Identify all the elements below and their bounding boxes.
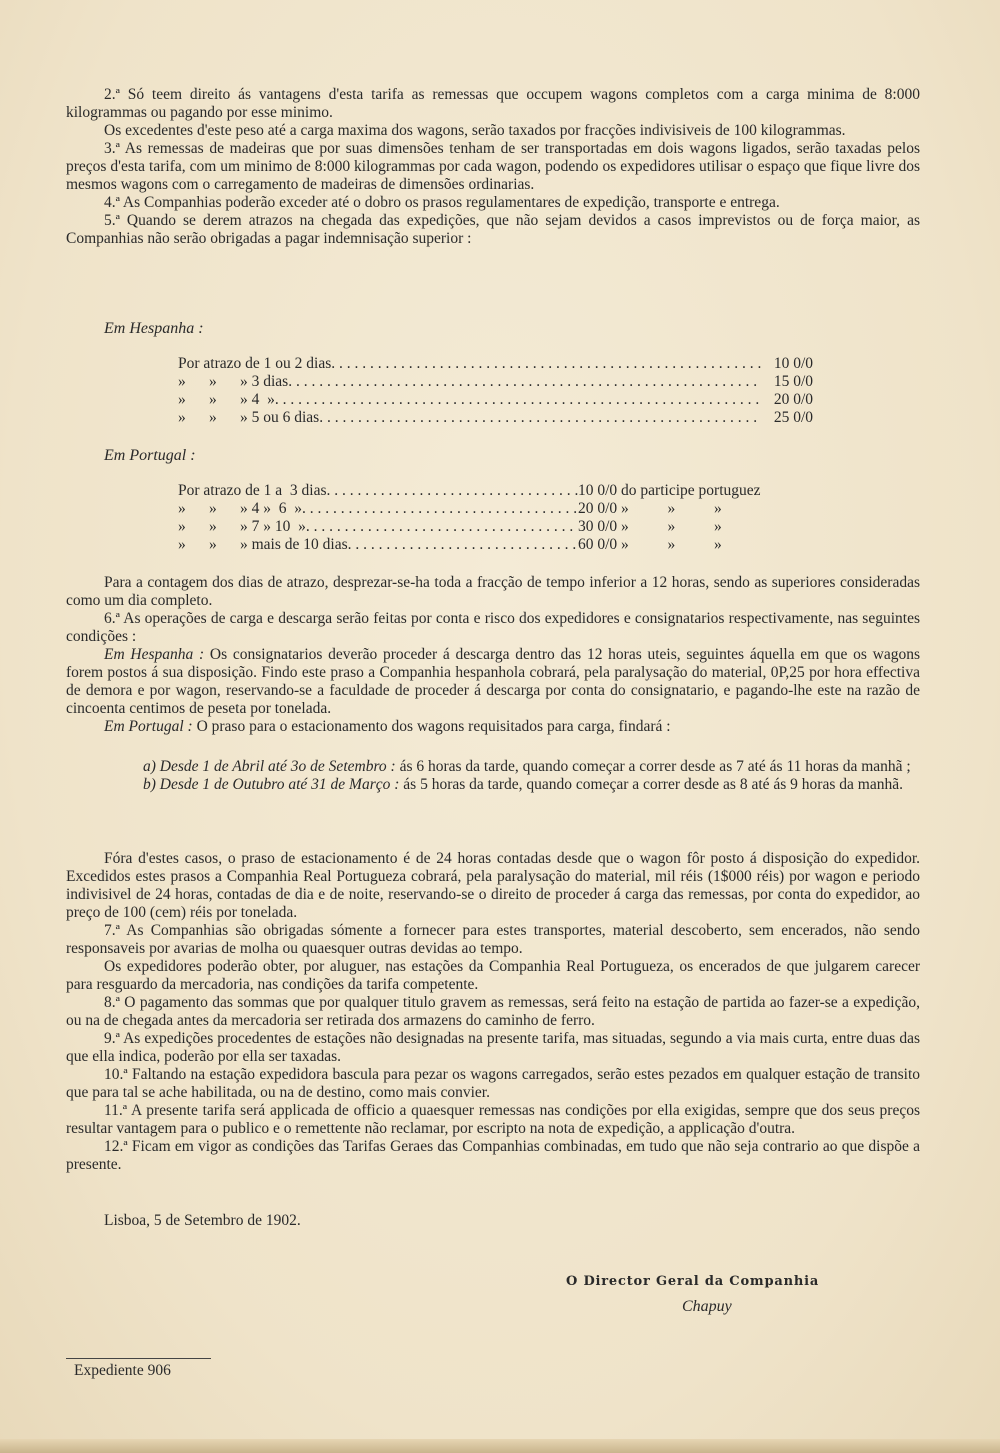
clause-11: 11.ª A presente tarifa será applicada de officio a quaesquer remessas nas condições por ella exigidas, sempre que dos seus preços resultar vantagem para o publico e o remettente não reclamar, por escripto na nota de expedição, a applicação d'outra. xyxy=(66,1102,920,1137)
portugal-table xyxy=(178,482,810,554)
page-edge xyxy=(0,1439,1000,1453)
portugal-row: » » » 4 » 6 » . . . 20 0/0 » » » xyxy=(178,500,810,518)
hespanha-table xyxy=(178,355,813,427)
condition-item-b: b) Desde 1 de Outubro até 31 de Março : ás 5 horas da tarde, quando começar a correr desde as 8 até ás 9 horas da manhã. xyxy=(143,776,903,793)
portugal-conditions: Em Portugal : O praso para o estacionamento dos wagons requisitados para carga, findará : xyxy=(104,718,671,735)
hespanha-heading: Em Hespanha : xyxy=(104,320,204,337)
portugal-row: Por atrazo de 1 a 3 dias . . . 10 0/0 do participe portuguez xyxy=(178,482,810,500)
footer-reference: Expediente 906 xyxy=(74,1362,171,1379)
clause-2: 2.ª Só teem direito ás vantagens d'esta tarifa as remessas que occupem wagons completos com a carga minima de 8:000 kilogrammas ou pagando por esse minimo. xyxy=(66,86,920,121)
condition-item-a: a) Desde 1 de Abril até 3o de Setembro : ás 6 horas da tarde, quando começar a correr desde as 7 até ás 11 horas da manhã ; xyxy=(143,758,911,775)
clause-2-excedentes: Os excedentes d'este peso até a carga maxima dos wagons, serão taxados por fracções indivisiveis de 100 kilogrammas. xyxy=(104,122,846,139)
signature-name: Chapuy xyxy=(682,1298,732,1315)
clause-5: 5.ª Quando se derem atrazos na chegada das expedições, que não sejam devidos a casos imprevistos ou de força maior, as Companhias não serão obrigadas a pagar indemnisação superior : xyxy=(66,212,920,247)
clause-4: 4.ª As Companhias poderão exceder até o dobro os prasos regulamentares de expedição, transporte e entrega. xyxy=(104,194,780,211)
bottom-clauses xyxy=(66,850,920,1174)
hespanha-row: » » » 4 » . . . 20 0/0 xyxy=(178,391,813,409)
hespanha-row: Por atrazo de 1 ou 2 dias . . . 10 0/0 xyxy=(178,355,813,373)
top-clauses xyxy=(66,86,920,248)
conditions-list xyxy=(143,758,920,794)
date-line: Lisboa, 5 de Setembro de 1902. xyxy=(104,1212,301,1229)
hespanha-row: » » » 5 ou 6 dias . . . 25 0/0 xyxy=(178,409,813,427)
hespanha-conditions: Em Hespanha : Os consignatarios deverão proceder á descarga dentro das 12 horas uteis, seguintes áquella em que os wagons forem postos á sua disposição. Findo este praso a Companhia hespanhola cobrará, pela paralysação do material, 0P,25 por hora effectiva de demora e por wagon, reservando-se a faculdade de proceder á descarga por conta do consignatario, e pagando-lhe este na razão de cincoenta centimos de peseta por tonelada. xyxy=(66,646,920,717)
portugal-row: » » » mais de 10 dias . . . 60 0/0 » » » xyxy=(178,536,810,554)
hespanha-row: » » » 3 dias . . . 15 0/0 xyxy=(178,373,813,391)
clause-7: 7.ª As Companhias são obrigadas sómente a fornecer para estes transportes, material descoberto, sem encerados, não sendo responsaveis por avarias de molha ou quaesquer outras devidas ao tempo. xyxy=(66,922,920,957)
clause-6: 6.ª As operações de carga e descarga serão feitas por conta e risco dos expedidores e consignatarios respectivamente, nas seguintes condições : xyxy=(66,610,920,645)
portugal-row: » » » 7 » 10 » . . . 30 0/0 » » » xyxy=(178,518,810,536)
encerados-paragraph: Os expedidores poderão obter, por aluguer, nas estações da Companhia Real Portugueza, os encerados de que julgarem carecer para resguardo da mercadoria, nas condições da tarifa competente. xyxy=(66,958,920,993)
clause-9: 9.ª As expedições procedentes de estações não designadas na presente tarifa, mas situadas, segundo a via mais curta, entre duas das que ella indica, poderão por ella ser taxadas. xyxy=(66,1030,920,1065)
clause-8: 8.ª O pagamento das sommas que por qualquer titulo gravem as remessas, será feito na estação de partida ao fazer-se a expedição, ou na de chegada antes da mercadoria ser retirada dos armazens do caminho de ferro. xyxy=(66,994,920,1029)
clause-12: 12.ª Ficam em vigor as condições das Tarifas Geraes das Companhias combinadas, em tudo que não seja contrario ao que dispõe a presente. xyxy=(66,1138,920,1173)
portugal-heading: Em Portugal : xyxy=(104,447,196,464)
contagem-paragraph: Para a contagem dos dias de atrazo, desprezar-se-ha toda a fracção de tempo inferior a 12 horas, sendo as superiores consideradas como um dia completo. xyxy=(66,574,920,609)
footer-rule xyxy=(66,1358,211,1359)
fora-paragraph: Fóra d'estes casos, o praso de estacionamento é de 24 horas contadas desde que o wagon fôr posto á disposição do expedidor. Excedidos estes prasos a Companhia Real Portugueza cobrará, pela paralysação do material, mil réis (1$000 réis) por wagon e periodo indivisivel de 24 horas, contadas de dia e de noite, reservando-se o direito de proceder á carga das remessas, por conta do expedidor, ao preço de 100 (cem) réis por tonelada. xyxy=(66,850,920,921)
clause-3: 3.ª As remessas de madeiras que por suas dimensões tenham de ser transportadas em dois wagons ligados, serão taxadas pelos preços d'esta tarifa, com um minimo de 8:000 kilogrammas por cada wagon, podendo os expedidores utilisar o espaço que fique livre dos mesmos wagons com o carregamento de madeiras de dimensões ordinarias. xyxy=(66,140,920,193)
middle-clauses xyxy=(66,574,920,736)
signature-title: O Director Geral da Companhia xyxy=(566,1274,820,1289)
clause-10: 10.ª Faltando na estação expedidora bascula para pezar os wagons carregados, serão estes pezados em qualquer estação de transito que para tal se ache habilitada, ou na de destino, como mais convier. xyxy=(66,1066,920,1101)
